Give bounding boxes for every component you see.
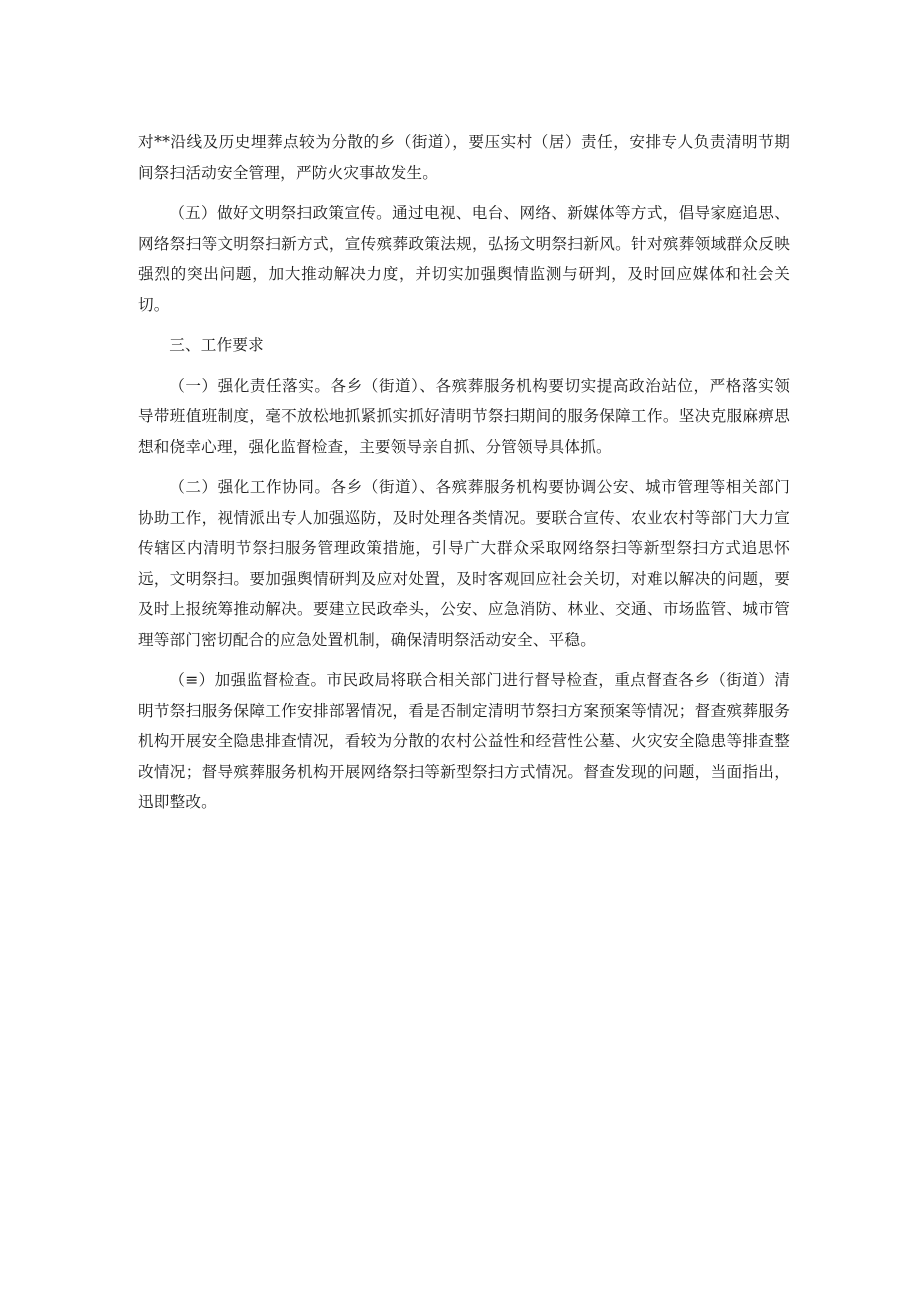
paragraph-item-3-supervision: （≡）加强监督检查。市民政局将联合相关部门进行督导检查，重点督查各乡（街道）清明节祭扫服务保障工作安排部署情况，看是否制定清明节祭扫方案预案等情况；督查殡葬服务机构开展安全隐患排查情况，看较为分散的农村公益性和经营性公墓、火灾安全隐患等排查整改情况；督导殡葬服务机构开展网络祭扫等新型祭扫方式情况。督查发现的问题，当面指出，迅即整改。	[138, 671, 790, 811]
section-heading-work-requirements: 三、工作要求	[169, 336, 264, 354]
paragraph-item-5-civilized-sweeping-publicity: （五）做好文明祭扫政策宣传。通过电视、电台、网络、新媒体等方式，倡导家庭追思、网络祭扫等文明祭扫新方式，宣传殡葬政策法规，弘扬文明祭扫新风。针对殡葬领域群众反映强烈的突出问题，加大推动解决力度，并切实加强舆情监测与研判，及时回应媒体和社会关切。	[138, 204, 790, 314]
paragraph-item-2-coordination: （二）强化工作协同。各乡（街道）、各殡葬服务机构要协调公安、城市管理等相关部门协助工作，视情派出专人加强巡防，及时处理各类情况。要联合宣传、农业农村等部门大力宣传辖区内清明节祭扫服务管理政策措施，引导广大群众采取网络祭扫等新型祭扫方式追思怀远，文明祭扫。要加强舆情研判及应对处置，及时客观回应社会关切，对难以解决的问题，要及时上报统筹推动解决。要建立民政牵头，公安、应急消防、林业、交通、市场监管、城市管理等部门密切配合的应急处置机制，确保清明祭活动安全、平稳。	[138, 478, 790, 649]
paragraph-item-1-responsibility: （一）强化责任落实。各乡（街道）、各殡葬服务机构要切实提高政治站位，严格落实领导带班值班制度，毫不放松地抓紧抓实抓好清明节祭扫期间的服务保障工作。坚决克服麻痹思想和侥幸心理，强化监督检查，主要领导亲自抓、分管领导具体抓。	[138, 376, 790, 456]
paragraph-continuation: 对**沿线及历史埋葬点较为分散的乡（街道），要压实村（居）责任，安排专人负责清明节期间祭扫活动安全管理，严防火灾事故发生。	[138, 133, 790, 182]
document-body	[138, 127, 790, 828]
